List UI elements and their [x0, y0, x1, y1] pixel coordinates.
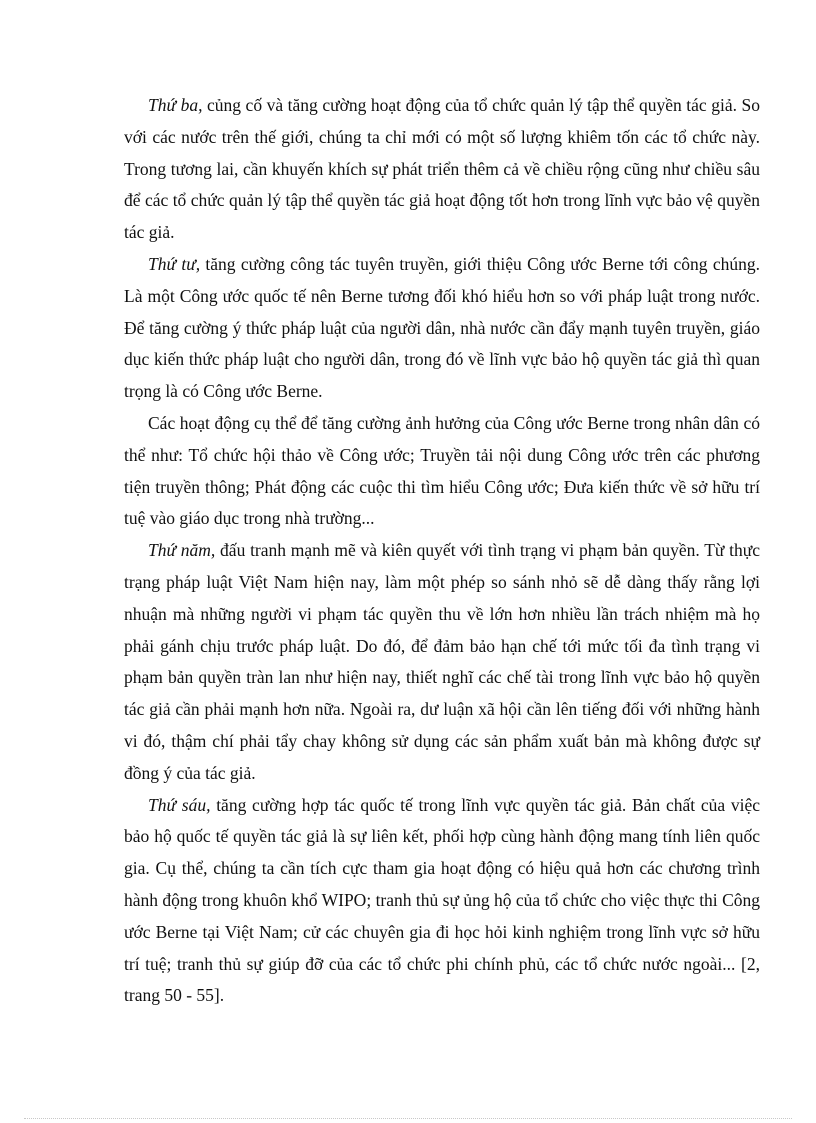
paragraph-text: đấu tranh mạnh mẽ và kiên quyết với tình trạng vi phạm bản quyền. Từ thực trạng pháp luật Việt Nam hiện nay, làm một phép so sánh nhỏ sẽ dễ dàng thấy rằng lợi nhuận mà những người vi phạm tác quyền thu về lớn hơn nhiều lần trách nhiệm mà họ phải gánh chịu trước pháp luật. Do đó, để đảm bảo hạn chế tới mức tối đa tình trạng vi phạm bản quyền tràn lan như hiện nay, thiết nghĩ các chế tài trong lĩnh vực bảo hộ quyền tác giả cần phải mạnh hơn nữa. Ngoài ra, dư luận xã hội cần lên tiếng đối với những hành vi đó, thậm chí phải tẩy chay không sử dụng các sản phẩm xuất bản mà không được sự đồng ý của tác giả. — [124, 540, 760, 783]
document-body — [124, 90, 760, 1012]
paragraph-thu-ba — [124, 90, 760, 249]
paragraph-lead: Thứ tư, — [148, 253, 201, 274]
paragraph-thu-sau — [124, 790, 760, 1013]
paragraph-text: Các hoạt động cụ thể để tăng cường ảnh hưởng của Công ước Berne trong nhân dân có thể như: Tổ chức hội thảo về Công ước; Truyền tải nội dung Công ước trên các phương tiện truyền thông; Phát động các cuộc thi tìm hiểu Công ước; Đưa kiến thức về sở hữu trí tuệ vào giáo dục trong nhà trường... — [124, 412, 760, 529]
paragraph-text: củng cố và tăng cường hoạt động của tổ chức quản lý tập thể quyền tác giả. So với các nước trên thế giới, chúng ta chỉ mới có một số lượng khiêm tốn các tổ chức này. Trong tương lai, cần khuyến khích sự phát triển thêm cả về chiều rộng cũng như chiều sâu để các tổ chức quản lý tập thể quyền tác giả hoạt động tốt hơn trong lĩnh vực bảo vệ quyền tác giả. — [124, 95, 760, 243]
paragraph-thu-nam — [124, 535, 760, 789]
paragraph-text: tăng cường công tác tuyên truyền, giới thiệu Công ước Berne tới công chúng. Là một Công ước quốc tế nên Berne tương đối khó hiểu hơn so với pháp luật trong nước. Để tăng cường ý thức pháp luật của người dân, nhà nước cần đẩy mạnh tuyên truyền, giáo dục kiến thức pháp luật cho người dân, trong đó về lĩnh vực bảo hộ quyền tác giả thì quan trọng là có Công ước Berne. — [124, 253, 760, 402]
paragraph-text: tăng cường hợp tác quốc tế trong lĩnh vực quyền tác giả. Bản chất của việc bảo hộ quốc tế quyền tác giả là sự liên kết, phối hợp cùng hành động mang tính liên quốc gia. Cụ thể, chúng ta cần tích cực tham gia hoạt động có hiệu quả hơn các chương trình hành động trong khuôn khổ WIPO; tranh thủ sự ủng hộ của tổ chức cho việc thực thi Công ước Berne tại Việt Nam; cử các chuyên gia đi học hỏi kinh nghiệm trong lĩnh vực sở hữu trí tuệ; tranh thủ sự giúp đỡ của các tổ chức phi chính phủ, các tổ chức nước ngoài... [2, trang 50 - 55]. — [124, 794, 760, 1006]
paragraph-lead: Thứ năm, — [148, 540, 216, 561]
paragraph-lead: Thứ sáu, — [148, 794, 211, 815]
paragraph-lead: Thứ ba, — [148, 95, 203, 115]
paragraph-thu-tu — [124, 249, 760, 408]
paragraph-hoat-dong — [124, 408, 760, 535]
page-bottom-divider — [24, 1118, 792, 1119]
